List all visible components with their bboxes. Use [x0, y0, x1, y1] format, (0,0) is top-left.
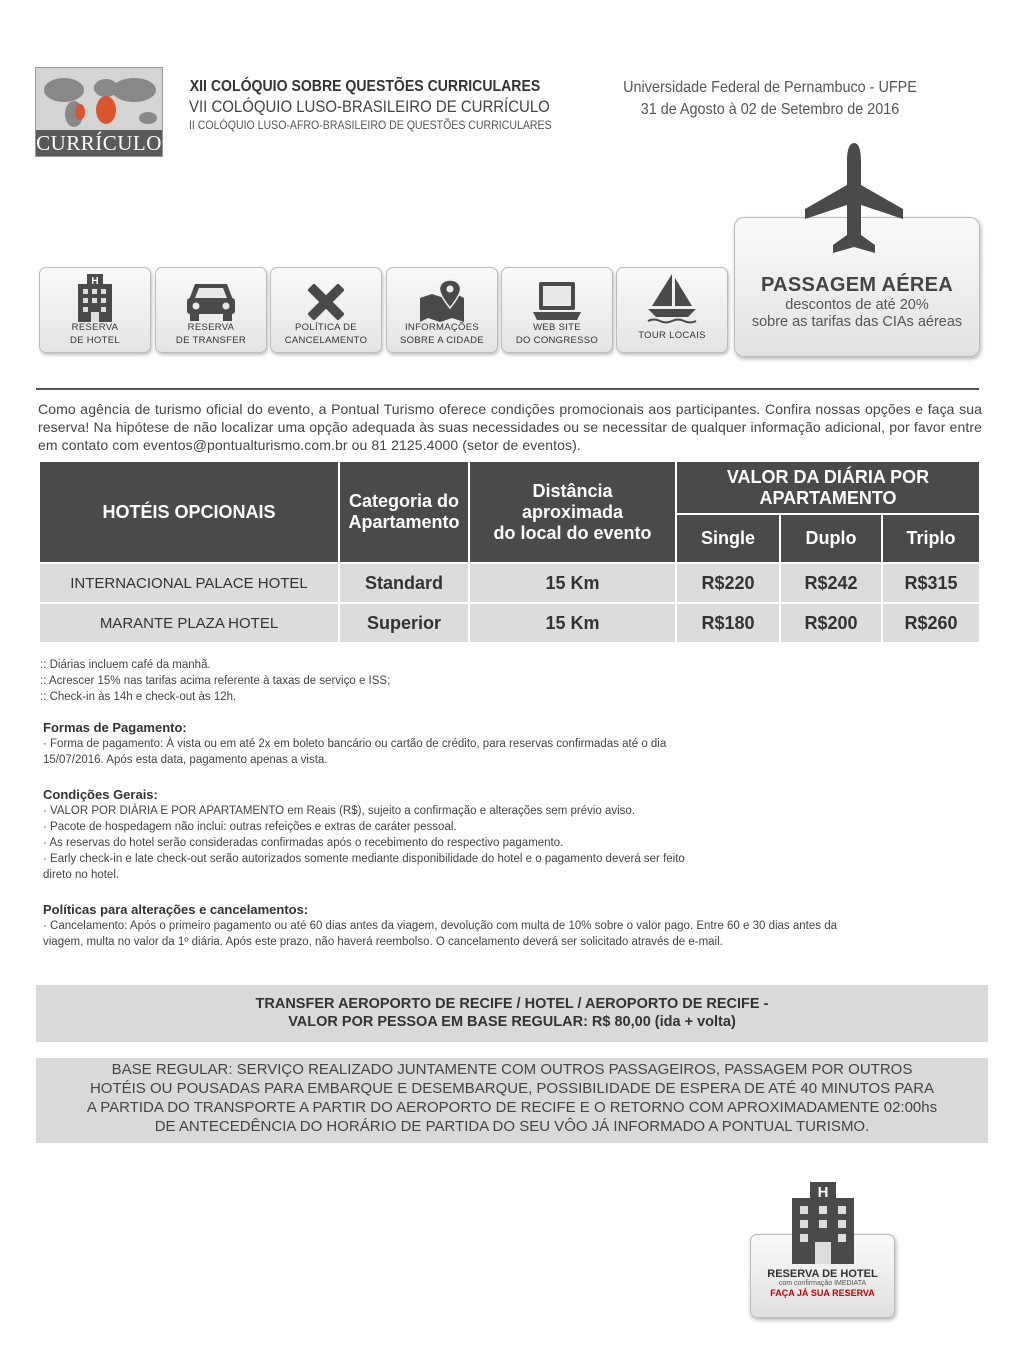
conditions-title: Condições Gerais:: [43, 787, 158, 802]
book-hotel-subtitle: com confirmação IMEDIATA: [778, 1280, 867, 1287]
price-single: R$220: [677, 564, 779, 602]
event-dates: 31 de Agosto à 02 de Setembro de 2016: [640, 101, 900, 118]
header-double: Duplo: [781, 515, 881, 562]
curriculo-logo: [35, 67, 163, 157]
university-info: [617, 77, 923, 121]
room-category: Superior: [340, 604, 468, 642]
map-pin-icon: [418, 278, 466, 324]
price-double: R$242: [781, 564, 881, 602]
cancellation-policy-button[interactable]: [270, 267, 382, 353]
header-rate: VALOR DA DIÁRIA POR APARTAMENTO: [677, 462, 979, 513]
header-hotels: HOTÉIS OPCIONAIS: [40, 462, 338, 562]
hotel-reservation-label: RESERVA DE HOTEL: [70, 322, 120, 346]
city-info-button[interactable]: [386, 267, 498, 353]
price-single: R$180: [677, 604, 779, 642]
hotel-icon: [75, 274, 115, 322]
general-conditions-section: Condições Gerais: · VALOR POR DIÁRIA E POR APARTAMENTO em Reais (R$), sujeito a confirmação e alterações sem prévio aviso. · Pacote de hospedagem não inclui: outras refeições e extras de caráter pessoal. · As reservas do hotel serão consideradas confirmadas após o recebimento do respectivo pagamento. · Early check-in e late check-out serão autorizados somente mediante disponibilidade do hotel e o pagamento deverá ser feito direto no hotel.: [43, 787, 978, 883]
car-icon: [185, 280, 237, 324]
book-hotel-title: RESERVA DE HOTEL: [767, 1268, 878, 1280]
regular-base-box: BASE REGULAR: SERVIÇO REALIZADO JUNTAMENTE COM OUTROS PASSAGEIROS, PASSAGEM POR OUTROS HOTÉIS OU POUSADAS PARA EMBARQUE E DESEMBARQUE, POSSIBILIDADE DE ESPERA DE ATÉ 40 MINUTOS PARA A PARTIDA DO TRANSPORTE A PARTIR DO AEROPORTO DE RECIFE E O RETORNO COM APROXIMADAMENTE 02:00hs DE ANTECEDÊNCIA DO HORÁRIO DE PARTIDA DO SEU VÔO JÁ INFORMADO A PONTUAL TURISMO.: [36, 1058, 988, 1143]
table-row: [40, 564, 979, 602]
table-row: [40, 604, 979, 642]
transfer-reservation-button[interactable]: [155, 267, 267, 353]
airfare-discount: descontos de até 20%: [785, 297, 929, 313]
payment-section: Formas de Pagamento: · Forma de pagamento: À vista ou em até 2x em boleto bancário ou cartão de crédito, para reservas confirmadas até o dia 15/07/2016. Após esta data, pagamento apenas a vista.: [43, 720, 978, 768]
event-title-block: [165, 78, 565, 132]
distance: 15 Km: [470, 564, 675, 602]
local-tours-label: TOUR LOCAIS: [638, 330, 706, 341]
congress-website-label: WEB SITE DO CONGRESSO: [515, 322, 599, 346]
sailboat-icon: [644, 272, 700, 326]
note-item: :: Check-in às 14h e check-out às 12h.: [40, 691, 237, 703]
intro-paragraph: Como agência de turismo oficial do evento, a Pontual Turismo oferece condições promocionais aos participantes. Confira nossas opções e faça sua reserva! Na hipótese de não localizar uma opção adequada às suas necessidades ou se necessitar de qualquer informação adicional, por favor entre em contato com eventos@pontualturismo.com.br ou 81 2125.4000 (setor de eventos).: [38, 401, 982, 453]
distance: 15 Km: [470, 604, 675, 642]
header-triple: Triplo: [883, 515, 979, 562]
note-item: :: Diárias incluem café da manhã.: [40, 659, 211, 671]
transfer-reservation-label: RESERVA DE TRANSFER: [175, 322, 247, 346]
university-name: Universidade Federal de Pernambuco - UFPE: [623, 79, 917, 96]
header-distance: Distância aproximada do local do evento: [470, 462, 675, 562]
price-triple: R$315: [883, 564, 979, 602]
hotel-name: MARANTE PLAZA HOTEL: [40, 604, 338, 642]
header-single: Single: [677, 515, 779, 562]
logo-text: CURRÍCULO: [36, 131, 162, 155]
payment-title: Formas de Pagamento:: [43, 720, 187, 735]
airplane-icon: [803, 143, 905, 259]
cancellation-title: Políticas para alterações e cancelamentos:: [43, 902, 309, 917]
svg-text:H: H: [91, 276, 99, 287]
event-title-2: VII COLÓQUIO LUSO-BRASILEIRO DE CURRÍCULO: [189, 97, 550, 116]
x-icon: [304, 280, 348, 324]
local-tours-button[interactable]: [616, 267, 728, 353]
world-map-icon: [36, 68, 163, 132]
cancellation-policy-label: POLÍTICA DE CANCELAMENTO: [284, 322, 368, 346]
book-hotel-cta: FAÇA JÁ SUA RESERVA: [770, 1288, 875, 1298]
laptop-icon: [531, 280, 583, 324]
event-title-1: XII COLÓQUIO SOBRE QUESTÕES CURRICULARES: [189, 78, 541, 95]
notes-list: [40, 657, 390, 705]
price-double: R$200: [781, 604, 881, 642]
congress-website-button[interactable]: [501, 267, 613, 353]
airfare-title: PASSAGEM AÉREA: [760, 274, 953, 296]
airfare-description: sobre as tarifas das CIAs aéreas: [751, 314, 963, 330]
header-divider: [36, 388, 979, 390]
note-item: :: Acrescer 15% nas tarifas acima referente à taxas de serviço e ISS;: [40, 675, 391, 687]
price-triple: R$260: [883, 604, 979, 642]
hotel-name: INTERNACIONAL PALACE HOTEL: [40, 564, 338, 602]
hotels-table: [38, 460, 981, 644]
header-category: Categoria do Apartamento: [340, 462, 468, 562]
city-info-label: INFORMAÇÕES SOBRE A CIDADE: [400, 322, 484, 346]
hotel-building-icon: [790, 1182, 856, 1264]
event-title-3: II COLÓQUIO LUSO-AFRO-BRASILEIRO DE QUESTÕES CURRICULARES: [189, 118, 552, 132]
hotel-reservation-button[interactable]: [39, 267, 151, 353]
cancellation-section: Políticas para alterações e cancelamentos: · Cancelamento: Após o primeiro pagamento ou até 60 dias antes da viagem, devolução com multa de 10% sobre o valor pago. Entre 60 e 30 dias antes da viagem, multa no valor da 1º diária. Após este prazo, não haverá reembolso. O cancelamento deverá ser solicitado através de e-mail.: [43, 902, 978, 950]
transfer-box: TRANSFER AEROPORTO DE RECIFE / HOTEL / AEROPORTO DE RECIFE - VALOR POR PESSOA EM BASE REGULAR: R$ 80,00 (ida + volta): [36, 985, 988, 1042]
svg-text:H: H: [817, 1184, 829, 1201]
room-category: Standard: [340, 564, 468, 602]
